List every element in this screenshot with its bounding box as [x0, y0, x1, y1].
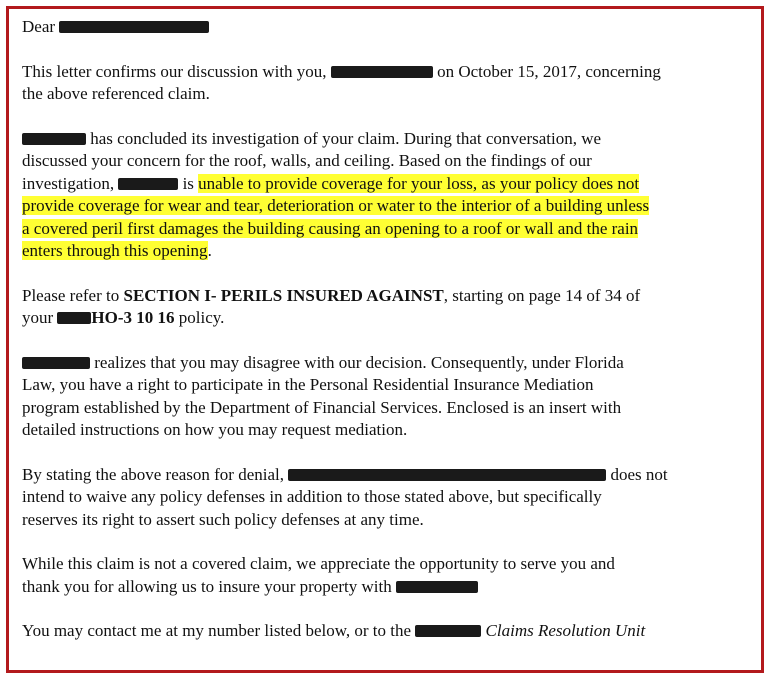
text-line: program established by the Department of Financial Services. Enclosed is an insert with — [22, 397, 622, 417]
text-line: policy. — [178, 308, 225, 327]
redaction-bar — [118, 178, 178, 190]
redaction-bar — [59, 21, 209, 33]
text-line: reserves its right to assert such policy defenses at any time. — [22, 509, 424, 529]
text-line: the above referenced claim. — [22, 84, 210, 103]
section-title: SECTION I- PERILS INSURED AGAINST — [123, 285, 444, 305]
paragraph-denial — [22, 464, 757, 532]
text-line: is — [182, 173, 194, 193]
paragraph-contact — [22, 620, 757, 643]
highlighted-text: unable to provide coverage for your loss, as your policy does not — [198, 173, 640, 193]
text-line: investigation, — [22, 173, 115, 193]
salutation-text: Dear — [22, 17, 56, 36]
text-line: detailed instructions on how you may request mediation. — [22, 420, 408, 439]
highlighted-text: provide coverage for wear and tear, deterioration or water to the interior of a building unless — [22, 196, 650, 215]
salutation — [22, 16, 757, 39]
redaction-bar — [415, 625, 481, 637]
text-line: does not — [610, 464, 668, 484]
text-line: your — [22, 308, 54, 327]
text-line: on October 15, 2017, concerning — [437, 61, 661, 81]
redaction-bar — [331, 66, 433, 78]
paragraph-investigation — [22, 128, 757, 263]
paragraph-closing — [22, 553, 757, 598]
text-line: discussed your concern for the roof, walls, and ceiling. Based on the findings of our — [22, 151, 592, 170]
text-line: Law, you have a right to participate in the Personal Residential Insurance Mediation — [22, 375, 594, 394]
redaction-bar — [288, 469, 606, 481]
text-line: , starting on page 14 of 34 of — [443, 285, 641, 305]
text-line: has concluded its investigation of your claim. During that conversation, we — [90, 128, 602, 148]
paragraph-discussion — [22, 61, 757, 106]
redaction-bar — [22, 133, 86, 145]
highlighted-text: a covered peril first damages the building causing an opening to a roof or wall and the rain — [22, 218, 639, 238]
text-line: This letter confirms our discussion with you, — [22, 61, 327, 81]
policy-form: HO-3 10 16 — [91, 308, 175, 327]
text-line: . — [207, 241, 212, 260]
text-line: By stating the above reason for denial, — [22, 464, 285, 484]
redaction-bar — [396, 581, 478, 593]
text-line: While this claim is not a covered claim, we appreciate the opportunity to serve you and — [22, 554, 615, 573]
letter-body — [22, 16, 757, 665]
text-line: intend to waive any policy defenses in addition to those stated above, but specifically — [22, 487, 602, 506]
highlighted-text: enters through this opening — [22, 241, 208, 260]
text-line: realizes that you may disagree with our decision. Consequently, under Florida — [94, 352, 624, 372]
claims-unit-name: Claims Resolution Unit — [485, 621, 646, 640]
text-line: thank you for allowing us to insure your property with — [22, 576, 392, 596]
redaction-bar — [22, 357, 90, 369]
text-line: You may contact me at my number listed below, or to the — [22, 621, 412, 640]
paragraph-section-reference — [22, 285, 757, 330]
redaction-bar — [57, 312, 91, 324]
text-line: Please refer to — [22, 285, 120, 305]
paragraph-mediation — [22, 352, 757, 442]
